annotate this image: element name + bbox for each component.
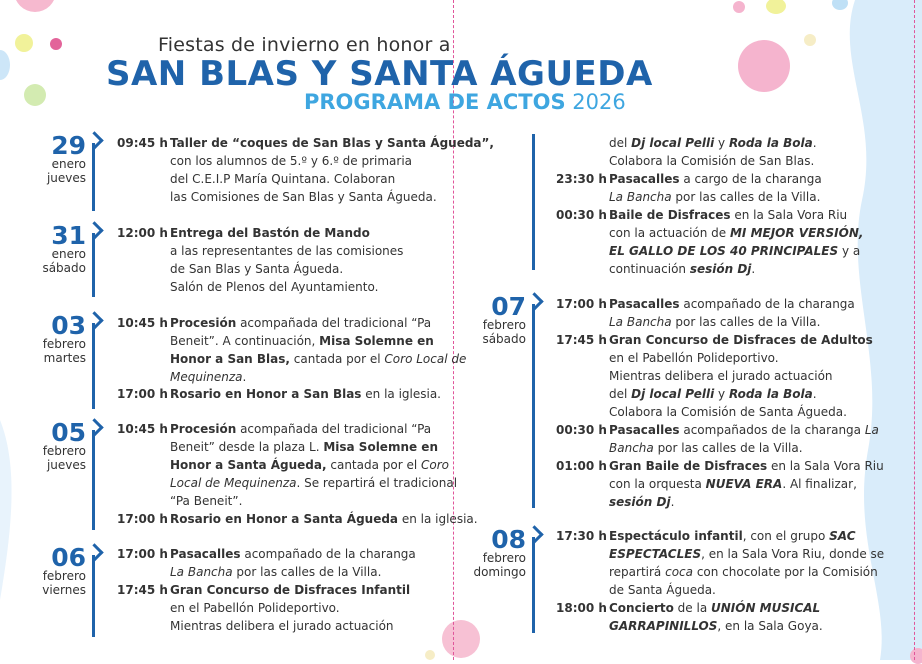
event-title: Gran Concurso de Disfraces de Adultos: [609, 333, 873, 347]
event-line: en el Pabellón Polideportivo.: [609, 351, 779, 365]
event-text: y a: [838, 244, 861, 258]
event-text: en la iglesia.: [361, 387, 441, 401]
event-title: Entrega del Bastón de Mando: [170, 226, 370, 240]
event-line: del C.E.I.P María Quintana. Colaboran: [170, 172, 396, 186]
event-text: por las calles de la Villa.: [232, 565, 382, 579]
event-text: .: [812, 387, 817, 401]
event-text: .: [812, 136, 817, 150]
event-title: Rosario en Honor a San Blas: [170, 387, 362, 401]
event-title: Honor a San Blas,: [170, 352, 290, 366]
event-text: y: [714, 387, 729, 401]
day-number: 08: [491, 525, 526, 554]
event-line: con los alumnos de 5.º y 6.º de primaria: [170, 154, 413, 168]
event-line: en el Pabellón Polideportivo.: [170, 601, 340, 615]
event-title: Gran Concurso de Disfraces Infantil: [170, 583, 411, 597]
event-text: Mequinenza: [170, 370, 243, 384]
event-title: Taller de “coques de San Blas y Santa Águeda”,: [170, 136, 494, 150]
event-text: .: [751, 262, 756, 276]
event-time: 12:00 h: [117, 226, 168, 240]
day-weekday: sábado: [42, 261, 86, 275]
day-bar: [92, 430, 95, 530]
event-text: Coro: [421, 458, 449, 472]
day-month: enero: [51, 157, 86, 171]
event-text: por las calles de la Villa.: [671, 190, 821, 204]
event-title: Misa Solemne en: [319, 334, 434, 348]
day-number: 03: [51, 311, 86, 340]
event-text: .: [670, 495, 675, 509]
event-text: . Se repartirá el tradicional: [296, 476, 458, 490]
event-text: , con el grupo: [742, 529, 830, 543]
event-title: Pasacalles: [170, 547, 241, 561]
event-line: Mientras delibera el jurado actuación: [609, 369, 833, 383]
day-bar: [532, 134, 535, 270]
page-title: SAN BLAS Y SANTA ÁGUEDA: [106, 54, 653, 94]
day-number: 29: [51, 131, 86, 160]
event-text: GARRAPINILLOS: [609, 619, 718, 633]
event-time: 17:45 h: [556, 333, 607, 347]
event-text: en la Sala Vora Riu: [730, 208, 848, 222]
decor-circle-green: [24, 84, 46, 106]
decor-circle-pink-large: [738, 40, 790, 92]
event-title: Pasacalles: [609, 423, 680, 437]
event-line: “Pa Beneit”.: [170, 494, 243, 508]
decor-circle-pink-small: [733, 1, 745, 13]
decor-circle-yellow: [15, 34, 33, 52]
event-text: acompañada del tradicional “Pa: [236, 422, 432, 436]
event-line: Colabora la Comisión de San Blas.: [609, 154, 815, 168]
fold-line-right: [914, 0, 915, 660]
event-title: Procesión: [170, 316, 237, 330]
event-title: Pasacalles: [609, 297, 680, 311]
event-text: con chocolate por la Comisión: [693, 565, 878, 579]
event-text: Bancha: [609, 441, 654, 455]
day-bar: [92, 555, 95, 637]
decor-circle-magenta: [50, 38, 62, 50]
event-text: cantada por el: [289, 352, 385, 366]
day-weekday: viernes: [42, 583, 86, 597]
day-bar: [92, 143, 95, 211]
event-title: Procesión: [170, 422, 237, 436]
event-title: Rosario en Honor a Santa Águeda: [170, 512, 399, 526]
event-text: SAC: [829, 529, 856, 543]
event-text: y: [714, 136, 729, 150]
day-month: febrero: [42, 444, 86, 458]
event-text: La Bancha: [609, 190, 672, 204]
day-weekday: sábado: [482, 332, 526, 346]
event-time: 17:30 h: [556, 529, 607, 543]
day-month: febrero: [42, 569, 86, 583]
event-text: La Bancha: [170, 565, 233, 579]
event-time: 17:00 h: [117, 387, 168, 401]
day-month: febrero: [482, 551, 526, 565]
event-text: Coro Local de: [384, 352, 467, 366]
event-text: a cargo de la charanga: [679, 172, 822, 186]
event-text: Roda la Bola: [728, 136, 813, 150]
event-title: Concierto: [609, 601, 674, 615]
event-title: Gran Baile de Disfraces: [609, 459, 768, 473]
event-text: EL GALLO DE LOS 40 PRINCIPALES: [609, 244, 839, 258]
event-line: Mientras delibera el jurado actuación: [170, 619, 394, 633]
day-weekday: martes: [43, 351, 86, 365]
event-time: 00:30 h: [556, 423, 607, 437]
event-text: del: [609, 387, 632, 401]
event-line: de San Blas y Santa Águeda.: [170, 262, 344, 276]
day-bar: [92, 323, 95, 409]
event-text: Beneit” desde la plaza L.: [170, 440, 324, 454]
event-title: Misa Solemne en: [323, 440, 438, 454]
event-time: 23:30 h: [556, 172, 607, 186]
event-text: UNIÓN MUSICAL: [711, 601, 821, 615]
event-text: ESPECTACLES: [609, 547, 702, 561]
event-time: 01:00 h: [556, 459, 607, 473]
event-text: del: [609, 136, 632, 150]
event-time: 10:45 h: [117, 316, 168, 330]
decor-circle-pink-bottom: [442, 620, 480, 658]
event-text: Dj local Pelli: [631, 136, 715, 150]
event-text: La: [864, 423, 879, 437]
event-text: , en la Sala Goya.: [717, 619, 823, 633]
event-text: en la iglesia.: [398, 512, 478, 526]
day-number: 07: [491, 292, 526, 321]
event-line: Colabora la Comisión de Santa Águeda.: [609, 405, 847, 419]
event-text: Local de Mequinenza: [170, 476, 297, 490]
event-time: 10:45 h: [117, 422, 168, 436]
event-line: de Santa Águeda.: [609, 583, 716, 597]
event-text: .: [242, 370, 247, 384]
event-line: las Comisiones de San Blas y Santa Águeda.: [170, 190, 437, 204]
event-text: con la actuación de: [609, 226, 730, 240]
event-text: en la Sala Vora Riu: [767, 459, 884, 473]
event-text: Roda la Bola: [728, 387, 813, 401]
event-title: Espectáculo infantil: [609, 529, 743, 543]
event-text: por las calles de la Villa.: [671, 315, 821, 329]
event-time: 17:00 h: [556, 297, 607, 311]
event-text: continuación: [609, 262, 690, 276]
event-time: 18:00 h: [556, 601, 607, 615]
day-number: 06: [51, 543, 86, 572]
event-title: Honor a Santa Águeda,: [170, 458, 327, 472]
day-bar: [92, 233, 95, 297]
day-weekday: jueves: [46, 171, 86, 185]
event-line: Salón de Plenos del Ayuntamiento.: [170, 280, 379, 294]
day-month: febrero: [42, 337, 86, 351]
event-text: Dj local Pelli: [631, 387, 715, 401]
event-text: MI MEJOR VERSIÓN,: [729, 226, 864, 240]
event-time: 00:30 h: [556, 208, 607, 222]
event-text: acompañada del tradicional “Pa: [236, 316, 432, 330]
event-text: Beneit”. A continuación,: [170, 334, 320, 348]
event-text: acompañado de la charanga: [679, 297, 855, 311]
event-text: cantada por el: [326, 458, 421, 472]
event-text: La Bancha: [609, 315, 672, 329]
day-bar: [532, 537, 535, 633]
day-weekday: jueves: [46, 458, 86, 472]
event-text: coca: [665, 565, 693, 579]
day-number: 31: [51, 221, 86, 250]
event-text: de la: [673, 601, 711, 615]
program-year: 2026: [572, 90, 626, 114]
event-text: NUEVA ERA: [705, 477, 783, 491]
decor-circle-cream: [804, 34, 816, 46]
decor-circle-pink-right: [910, 648, 922, 664]
event-time: 17:00 h: [117, 547, 168, 561]
day-month: febrero: [482, 318, 526, 332]
event-time: 09:45 h: [117, 136, 168, 150]
event-text: sesión Dj: [689, 262, 752, 276]
header-subtitle: Fiestas de invierno en honor a: [158, 34, 451, 56]
event-text: repartirá: [609, 565, 666, 579]
event-text: por las calles de la Villa.: [653, 441, 803, 455]
event-text: acompañados de la charanga: [679, 423, 865, 437]
event-line: a las representantes de las comisiones: [170, 244, 404, 258]
day-number: 05: [51, 418, 86, 447]
event-time: 17:45 h: [117, 583, 168, 597]
event-text: . Al finalizar,: [782, 477, 857, 491]
event-title: Baile de Disfraces: [609, 208, 731, 222]
program-heading: [304, 90, 626, 114]
decor-circle-cream-bottom: [425, 650, 435, 660]
event-text: con la orquesta: [609, 477, 706, 491]
event-title: Pasacalles: [609, 172, 680, 186]
event-text: , en la Sala Vora Riu, donde se: [701, 547, 885, 561]
day-month: enero: [51, 247, 86, 261]
event-text: acompañado de la charanga: [240, 547, 416, 561]
event-time: 17:00 h: [117, 512, 168, 526]
day-weekday: domingo: [473, 565, 526, 579]
program-label: PROGRAMA DE ACTOS: [304, 90, 566, 114]
day-bar: [532, 304, 535, 508]
event-text: sesión Dj: [609, 495, 671, 509]
